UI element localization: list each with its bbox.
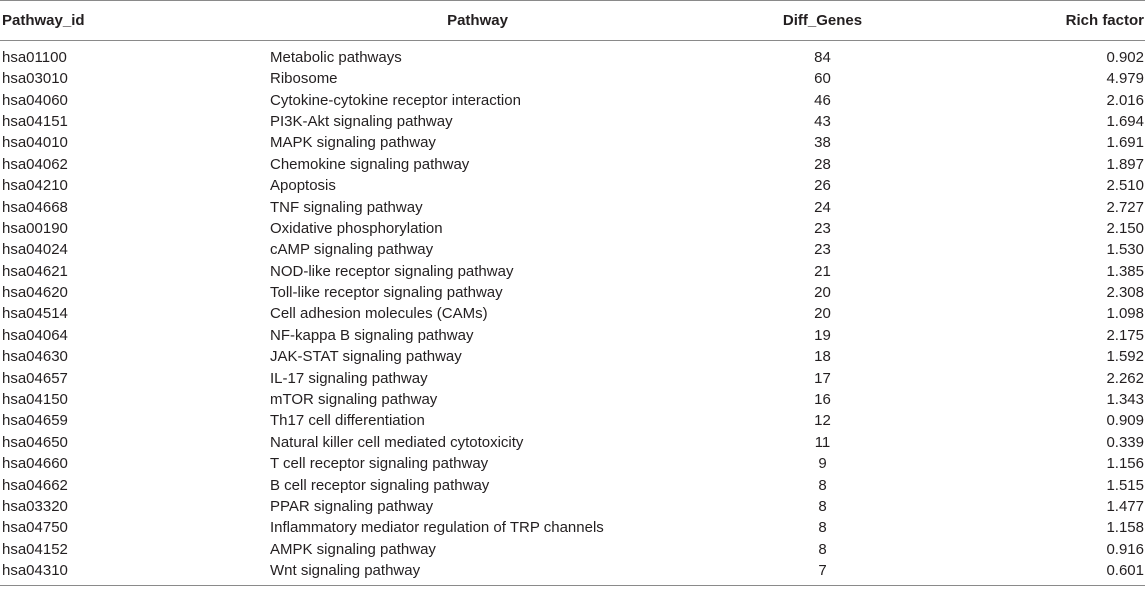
cell-pathway-id: hsa04152 [2, 540, 68, 558]
cell-rich-factor: 1.477 [1106, 498, 1144, 515]
cell-rich-factor: 2.308 [1106, 284, 1144, 302]
cell-rich-factor: 1.694 [1106, 112, 1144, 130]
table-row [0, 132, 1145, 153]
cell-pathway-id: hsa04010 [2, 134, 68, 152]
cell-rich-factor: 0.339 [1106, 433, 1144, 451]
cell-diff-genes: 17 [814, 369, 831, 387]
cell-pathway: mTOR signaling pathway [270, 391, 438, 409]
cell-pathway: Cytokine-cytokine receptor interaction [270, 91, 521, 109]
cell-pathway-id: hsa04151 [2, 112, 68, 130]
cell-pathway: Oxidative phosphorylation [270, 219, 443, 237]
table-header [0, 1, 1145, 41]
cell-rich-factor: 2.727 [1106, 198, 1144, 216]
header-pathway: Pathway [447, 12, 508, 29]
cell-rich-factor: 4.979 [1106, 70, 1144, 88]
cell-pathway: PPAR signaling pathway [270, 498, 434, 515]
cell-pathway: JAK-STAT signaling pathway [270, 348, 462, 366]
cell-pathway-id: hsa04660 [2, 455, 68, 473]
table-row [0, 196, 1145, 217]
cell-diff-genes: 11 [814, 433, 831, 451]
table-row [0, 453, 1145, 474]
cell-rich-factor: 2.150 [1106, 219, 1144, 237]
cell-pathway: Chemokine signaling pathway [270, 155, 470, 173]
cell-rich-factor: 1.158 [1106, 519, 1144, 537]
cell-pathway-id: hsa04662 [2, 476, 68, 494]
cell-rich-factor: 0.909 [1106, 412, 1144, 430]
cell-pathway-id: hsa04657 [2, 369, 68, 387]
table-row [0, 218, 1145, 239]
cell-diff-genes: 43 [814, 112, 831, 130]
cell-pathway-id: hsa00190 [2, 219, 68, 237]
cell-diff-genes: 8 [818, 540, 827, 558]
cell-diff-genes: 12 [814, 412, 831, 430]
cell-pathway: Th17 cell differentiation [270, 412, 425, 430]
cell-pathway: Inflammatory mediator regulation of TRP channels [270, 519, 604, 537]
cell-diff-genes: 21 [814, 262, 831, 280]
cell-diff-genes: 23 [814, 241, 831, 259]
cell-diff-genes: 23 [814, 219, 831, 237]
cell-pathway-id: hsa04064 [2, 326, 68, 344]
cell-rich-factor: 2.262 [1106, 369, 1144, 387]
table-row [0, 303, 1145, 324]
cell-diff-genes: 9 [818, 455, 827, 473]
cell-rich-factor: 1.515 [1106, 476, 1144, 494]
cell-rich-factor: 1.530 [1106, 241, 1144, 259]
cell-pathway-id: hsa04150 [2, 391, 68, 409]
table-row [0, 325, 1145, 346]
cell-pathway-id: hsa04062 [2, 155, 68, 173]
cell-pathway: Toll-like receptor signaling pathway [270, 284, 503, 302]
cell-pathway-id: hsa03010 [2, 70, 68, 88]
table-row [0, 346, 1145, 367]
cell-pathway: cAMP signaling pathway [270, 241, 434, 259]
cell-pathway-id: hsa03320 [2, 498, 68, 515]
cell-pathway: Ribosome [270, 70, 338, 88]
table-row [0, 517, 1145, 538]
cell-pathway: TNF signaling pathway [270, 198, 423, 216]
table-row [0, 432, 1145, 453]
cell-diff-genes: 8 [818, 498, 827, 515]
cell-pathway-id: hsa04620 [2, 284, 68, 302]
header-rich-factor: Rich factor [1065, 12, 1144, 29]
cell-rich-factor: 0.916 [1106, 540, 1144, 558]
cell-diff-genes: 84 [814, 49, 831, 66]
cell-pathway-id: hsa04668 [2, 198, 68, 216]
cell-pathway: T cell receptor signaling pathway [270, 455, 489, 473]
table-row [0, 154, 1145, 175]
cell-diff-genes: 46 [814, 91, 831, 109]
header-diff-genes: Diff_Genes [782, 12, 863, 29]
cell-pathway-id: hsa04659 [2, 412, 68, 430]
table-row [0, 282, 1145, 303]
cell-pathway-id: hsa04024 [2, 241, 68, 259]
cell-diff-genes: 16 [814, 391, 831, 409]
table-row [0, 474, 1145, 495]
cell-pathway: Wnt signaling pathway [270, 561, 421, 579]
cell-diff-genes: 19 [814, 326, 831, 344]
cell-pathway-id: hsa04210 [2, 177, 68, 195]
table-row [0, 68, 1145, 89]
cell-pathway: PI3K-Akt signaling pathway [270, 112, 453, 130]
cell-rich-factor: 1.592 [1106, 348, 1144, 366]
cell-pathway-id: hsa04514 [2, 305, 68, 323]
cell-pathway: Cell adhesion molecules (CAMs) [270, 305, 488, 323]
cell-pathway-id: hsa04630 [2, 348, 68, 366]
cell-pathway: AMPK signaling pathway [270, 540, 436, 558]
cell-rich-factor: 1.343 [1106, 391, 1144, 409]
cell-pathway-id: hsa04621 [2, 262, 68, 280]
cell-diff-genes: 24 [814, 198, 831, 216]
cell-pathway: IL-17 signaling pathway [270, 369, 428, 387]
cell-rich-factor: 0.601 [1106, 561, 1144, 579]
table-row [0, 496, 1145, 517]
cell-diff-genes: 8 [818, 519, 827, 537]
cell-pathway: NOD-like receptor signaling pathway [270, 262, 514, 280]
cell-rich-factor: 2.016 [1106, 91, 1144, 109]
cell-pathway: B cell receptor signaling pathway [270, 476, 490, 494]
cell-diff-genes: 60 [814, 70, 831, 88]
cell-rich-factor: 1.098 [1106, 305, 1144, 323]
cell-pathway-id: hsa04060 [2, 91, 68, 109]
cell-pathway: Apoptosis [270, 177, 336, 195]
cell-diff-genes: 26 [814, 177, 831, 195]
cell-diff-genes: 28 [814, 155, 831, 173]
table-row [0, 261, 1145, 282]
header-row [0, 1, 1145, 41]
cell-rich-factor: 1.691 [1106, 134, 1144, 152]
cell-diff-genes: 18 [814, 348, 831, 366]
table-row [0, 111, 1145, 132]
table-row [0, 410, 1145, 431]
table-row [0, 367, 1145, 388]
table-row [0, 89, 1145, 110]
cell-rich-factor: 2.175 [1106, 326, 1144, 344]
cell-diff-genes: 20 [814, 284, 831, 302]
table-row [0, 41, 1145, 69]
cell-rich-factor: 0.902 [1106, 49, 1144, 66]
table-row [0, 389, 1145, 410]
cell-rich-factor: 2.510 [1106, 177, 1144, 195]
cell-diff-genes: 38 [814, 134, 831, 152]
cell-pathway: NF-kappa B signaling pathway [270, 326, 474, 344]
cell-pathway: Metabolic pathways [270, 49, 402, 66]
table-body [0, 41, 1145, 586]
cell-pathway-id: hsa04650 [2, 433, 68, 451]
cell-rich-factor: 1.156 [1106, 455, 1144, 473]
cell-pathway-id: hsa04750 [2, 519, 68, 537]
table-row [0, 539, 1145, 560]
cell-diff-genes: 20 [814, 305, 831, 323]
table-row [0, 560, 1145, 586]
header-pathway-id: Pathway_id [2, 12, 85, 29]
cell-pathway-id: hsa04310 [2, 561, 68, 579]
cell-pathway-id: hsa01100 [2, 49, 67, 66]
cell-pathway: MAPK signaling pathway [270, 134, 436, 152]
cell-diff-genes: 7 [818, 561, 827, 579]
cell-rich-factor: 1.385 [1106, 262, 1144, 280]
cell-rich-factor: 1.897 [1106, 155, 1144, 173]
cell-diff-genes: 8 [818, 476, 827, 494]
table-row [0, 239, 1145, 260]
cell-pathway: Natural killer cell mediated cytotoxicity [270, 433, 524, 451]
table-row [0, 175, 1145, 196]
